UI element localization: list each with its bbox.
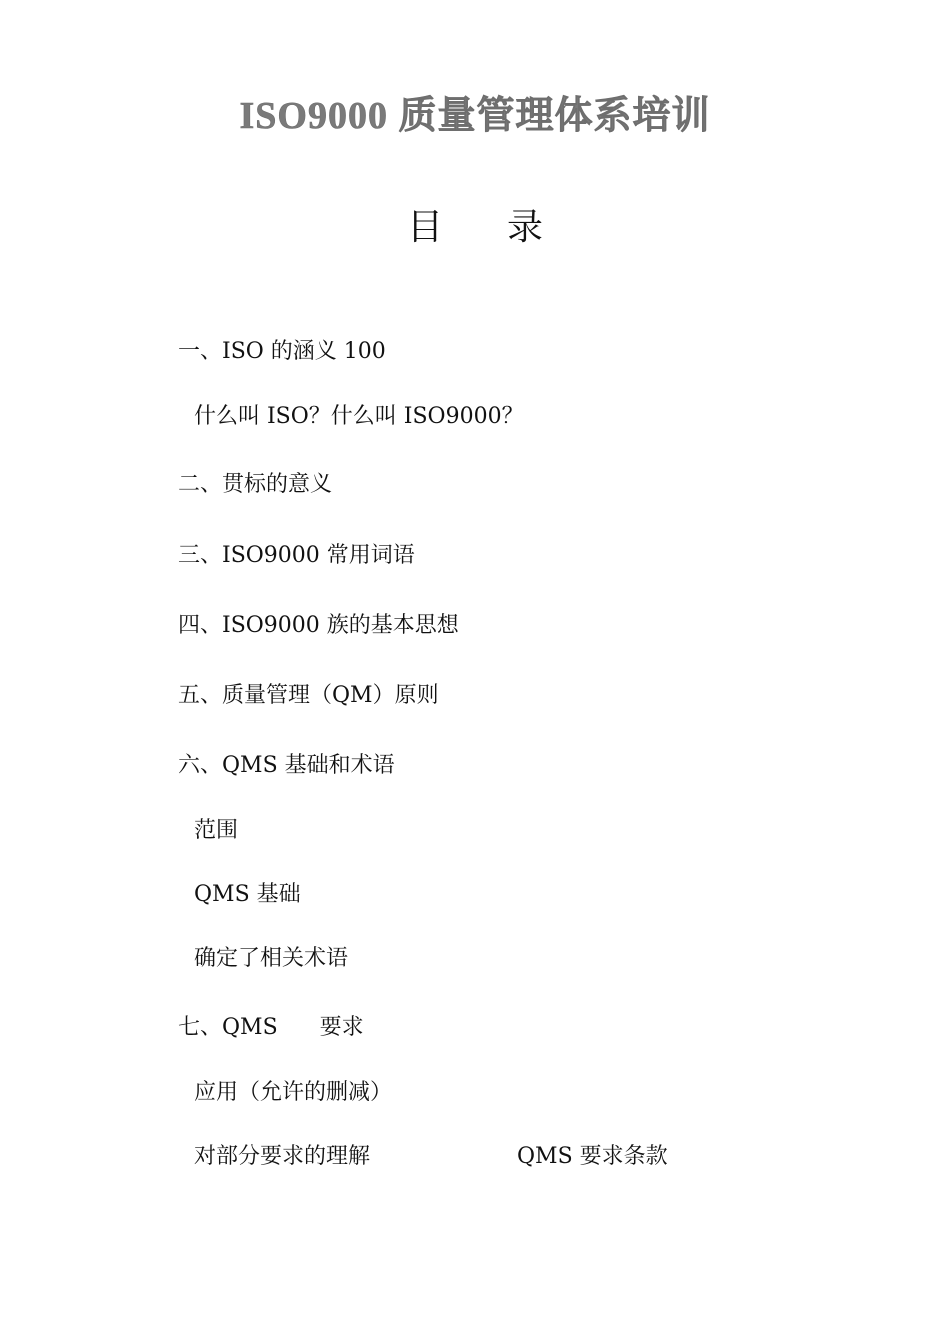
document-title: ISO9000 质量管理体系培训 — [239, 95, 711, 137]
toc-item-1: 一、ISO 的涵义 100 — [178, 339, 386, 364]
toc-subitem-6-2: QMS 基础 — [194, 882, 301, 907]
toc-heading-char-2: 录 — [507, 207, 544, 248]
toc-item-6: 六、QMS 基础和术语 — [178, 753, 395, 778]
toc-item-5: 五、质量管理（QM）原则 — [178, 683, 439, 708]
toc-item-3: 三、ISO9000 常用词语 — [178, 543, 415, 568]
toc-item-2: 二、贯标的意义 — [178, 472, 333, 497]
toc-subitem-7-2-note: QMS 要求条款 — [517, 1144, 668, 1169]
toc-heading-char-1: 目 — [406, 207, 443, 248]
toc-subitem-7-2: 对部分要求的理解 — [194, 1144, 371, 1169]
toc-subitem-1-1: 什么叫 ISO？什么叫 ISO9000？ — [194, 404, 524, 429]
toc-item-7: 七、QMS 要求 — [178, 1015, 364, 1040]
toc-heading — [0, 202, 950, 254]
toc-subitem-6-3: 确定了相关术语 — [194, 946, 349, 971]
toc-item-4: 四、ISO9000 族的基本思想 — [178, 613, 459, 638]
toc-subitem-7-1: 应用（允许的删减） — [194, 1080, 393, 1105]
toc-subitem-6-1: 范围 — [194, 818, 239, 843]
